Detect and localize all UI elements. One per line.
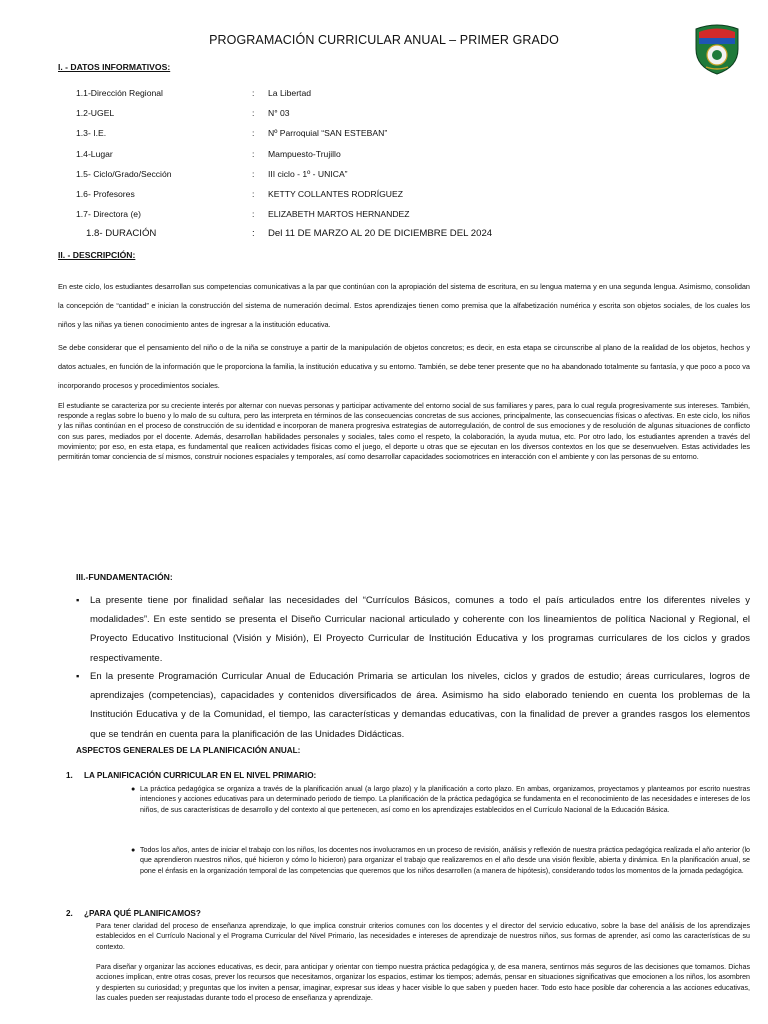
para-que-text-1: Para tener claridad del proceso de enseñanza aprendizaje, lo que implica construir criterios comunes con los docentes y el director del servicio educativo, sobre la base del análisis de los aprendizajes establecidos en el Currículo Nacional y el Programa Curricular del Nivel Primario, las necesidades e intereses de aprendizaje de nuestros niños, sus formas de aprender, así como las características de su contexto. [96,922,750,951]
info-row [0,128,768,140]
info-value: La Libertad [268,88,312,98]
info-separator: : [252,228,255,239]
info-separator: : [252,169,255,179]
heading-number-1: 1. [66,771,73,780]
fundamentacion-text-2: En la presente Programación Curricular Anual de Educación Primaria se articulan los niveles, ciclos y grados de estudio; áreas curriculares, logros de aprendizajes (competencias), capacidades y contenidos diversificados de área. Asimismo ha sido elaborado teniendo en cuenta los problemas de la Institución Educativa y de la Comunidad, el tiempo, las características y demandas educativas, con la finalidad de prever a grandes rasgos los elementos que se tendrán en cuenta para la planificación de las Unidades Didácticas. [90,671,750,740]
info-row [0,228,768,240]
planificacion-text-1: La práctica pedagógica se organiza a través de la planificación anual (a largo plazo) y la planificación a corto plazo. En ambas, organizamos, proyectamos y planteamos por escrito nuestras intenciones y acciones educativas para un determinado periodo de tiempo. La planificación de la práctica pedagógica se fundamenta en el reconocimiento de las necesidades e intereses de los niños, de sus características de desarrollo y del contexto al que pertenecen, así como en los aprendizajes establecidos en el Currículo Nacional de la Educación Básica. [140,785,750,814]
info-row [0,169,768,181]
fundamentacion-item-1 [76,591,750,668]
info-row [0,108,768,120]
info-separator: : [252,108,255,118]
info-value: III ciclo - 1º - UNICA” [268,169,348,179]
info-separator: : [252,88,255,98]
info-label: 1.1-Dirección Regional [76,88,163,98]
planificacion-text-2: Todos los años, antes de iniciar el trabajo con los niños, los docentes nos involucramos en un proceso de revisión, análisis y reflexión de nuestra práctica pedagógica realizada el año anterior (lo que aprendieron nuestros niños, qué hicieron y cómo lo hicieron) para organizar el trabajo que realizaremos en el año desde una visión flexible, abierta y dinámica. En la planificación anual, se pone el énfasis en la organización temporal de las competencias que queremos que los niños desarrollen (a manera de hipótesis), considerando todos los momentos de la jornada pedagógica. [140,846,750,875]
info-value: Mampuesto-Trujillo [268,149,341,159]
fundamentacion-text-1: La presente tiene por finalidad señalar las necesidades del “Currículos Básicos, comunes a todo el país articulados entre los diferentes niveles y modalidades”. En este sentido se presenta el Diseño Curricular nacional articulado y coherente con los lineamientos de política Nacional y Regional, el Proyecto Educativo Institucional (Visión y Misión), El Proyecto Curricular de Institución Educativa y los programas curriculares de los ciclos y grados respectivamente. [90,595,750,664]
section-datos-heading: I. - DATOS INFORMATIVOS: [58,62,171,72]
section-descripcion-heading: II. - DESCRIPCIÓN: [58,250,136,260]
info-value: ELIZABETH MARTOS HERNANDEZ [268,209,410,219]
document-title: PROGRAMACIÓN CURRICULAR ANUAL – PRIMER GRADO [209,33,559,47]
para-que-text-2: Para diseñar y organizar las acciones educativas, es decir, para anticipar y orientar con tiempo nuestra práctica pedagógica y, de esa manera, sentirnos más seguros de las decisiones que tomamos. Dichas acciones implican, entre otras cosas, prever los recursos que necesitamos, organizar los espacios, estimar los tiempos; además, pensar en situaciones significativas que emocionen a los niños, los asombren y despierten su curiosidad; y preguntas que los inviten a pensar, imaginar, expresar sus ideas y hacer visible lo que saben y pueden hacer. Todo esto hace posible dar coherencia a las acciones educativas, las cuales pueden ser reajustadas durante todo el proceso de enseñanza y aprendizaje. [96,963,750,1002]
description-paragraph-1: En este ciclo, los estudiantes desarrollan sus competencias comunicativas a la par que continúan con la apropiación del sistema de escritura, en su lengua materna y en una segunda lengua. Asimismo, consolidan la concepción de “cantidad” e inician la construcción del sistema de numeración decimal. Estos aprendizajes tienen como premisa que la alfabetización numérica y escrita son objetos sociales, de los cuales los niños y las niñas ya tienen conocimiento antes de ingresar a la institución educativa. [58,282,750,329]
planificacion-item-1 [131,784,750,815]
info-row [0,149,768,161]
info-value: N° 03 [268,108,290,118]
planificacion-heading: LA PLANIFICACIÓN CURRICULAR EN EL NIVEL PRIMARIO: [84,771,317,780]
info-row [0,88,768,100]
info-separator: : [252,209,255,219]
info-label: 1.2-UGEL [76,108,115,118]
bullet-icon: ▪ [76,671,80,682]
info-separator: : [252,128,255,138]
info-label: 1.4-Lugar [76,149,113,159]
description-paragraph-3: El estudiante se caracteriza por su creciente interés por alternar con nuevas personas y participar activamente del entorno social de sus familiares y pares, para lo cual regula progresivamente sus intereses. También, responde a reglas sobre lo bueno y lo malo de su cultura, pero las interpreta en términos de las consecuencias concretas de sus acciones, principalmente, las consecuencias físicas o afectivas. En este ciclo, los niños y las niñas continúan en el proceso de construcción de su identidad e incorporan de manera progresiva estrategias de autorregulación, de control de sus emociones y de resolución de algunas situaciones de conflicto con sus pares, mediados por el docente. Además, desarrollan habilidades personales y sociales, tales como el respeto, la colaboración, la ayuda mutua, etc. Por otro lado, los estudiantes aprenden a través del movimiento; por eso, en esta etapa, es fundamental que realicen actividades físicas como el juego, el deporte u otras que se ejecutan en los diversos contextos en los que se desenvuelven. Estas actividades les permitirán tomar conciencia de sí mismos, construir nociones espaciales y temporales, así como desarrollar capacidades sociomotrices en interacción con el ambiente y con las personas de su entorno. [58,401,750,462]
info-separator: : [252,149,255,159]
heading-number-2: 2. [66,909,73,918]
info-value: Del 11 DE MARZO AL 20 DE DICIEMBRE DEL 2024 [268,228,493,239]
info-row [0,189,768,201]
section-fundamentacion-heading: III.-FUNDAMENTACIÓN: [76,572,173,582]
para-que-planificamos-heading: ¿PARA QUÉ PLANIFICAMOS? [84,909,201,918]
info-value: Nº Parroquial “SAN ESTEBAN” [268,128,388,138]
info-value: KETTY COLLANTES RODRÍGUEZ [268,189,403,199]
info-row [0,209,768,221]
school-crest-icon [692,23,742,75]
fundamentacion-item-2 [76,667,750,744]
dot-icon: ● [131,785,136,793]
dot-icon: ● [131,846,136,854]
info-label: 1.8- DURACIÓN [86,228,157,239]
info-label: 1.7- Directora (e) [76,209,141,219]
planificacion-item-2 [131,845,750,876]
info-separator: : [252,189,255,199]
info-label: 1.5- Ciclo/Grado/Sección [76,169,172,179]
bullet-icon: ▪ [76,595,80,606]
aspectos-heading: ASPECTOS GENERALES DE LA PLANIFICACIÓN ANUAL: [76,746,301,755]
description-paragraph-2: Se debe considerar que el pensamiento del niño o de la niña se construye a partir de la manipulación de objetos concretos; es decir, en esta etapa se circunscribe al plano de la realidad de los objetos, hechos y datos actuales, en función de la información que le proporciona la familia, la institución educativa y su entorno. También, se debe tener presente que no ha abandonado totalmente su fantasía, y que poco a poco va incorporando procesos y procedimientos sociales. [58,343,750,390]
info-label: 1.3- I.E. [76,128,107,138]
info-label: 1.6- Profesores [76,189,135,199]
